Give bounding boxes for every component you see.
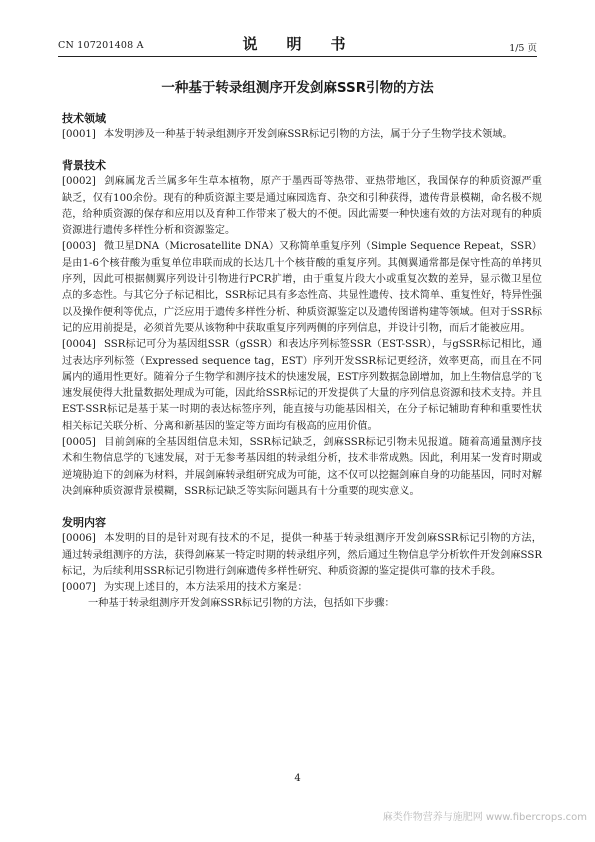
paragraph-number: [0004]	[62, 339, 96, 351]
paragraph-0001	[62, 127, 542, 143]
document-title: 一种基于转录组测序开发剑麻SSR引物的方法	[161, 80, 434, 96]
watermark	[383, 812, 587, 824]
paragraph-text: SSR标记可分为基因组SSR（gSSR）和表达序列标签SSR（EST-SSR），与gSSR标记相比，通过表达序列标签（Expressed sequence tag，EST）序列开发SSR标记更经济，效率更高，而且在不同属内的通用性更好。随着分子生物学和测序技术的快速发展，EST序列数据急剧增加，加上生物信息学的飞速发展使得大批量数据处理成为可能，因此给SSR标记的开发提供了大量的序列信息资源和技术支持。并且EST-SSR标记是基于某一时期的表达标签序列，能直接与功能基因相关，在分子标记辅助育种和重要性状相关标记关联分析、分离和新基因的鉴定等方面均有极高的应用价值。	[62, 339, 542, 432]
document-type: 说 明 书	[242, 35, 353, 53]
document-body	[62, 111, 542, 613]
section-heading-background: 背景技术	[62, 159, 106, 173]
paragraph-text: 本发明涉及一种基于转录组测序开发剑麻SSR标记引物的方法，属于分子生物学技术领域。	[104, 129, 513, 140]
paragraph-text: 为实现上述目的，本方法采用的技术方案是：	[104, 582, 308, 594]
paragraph-number: [0007]	[62, 582, 96, 594]
paragraph-0002	[62, 174, 542, 239]
paragraph-0003	[62, 239, 542, 337]
paragraph-0007	[62, 580, 542, 596]
paragraph-0005	[62, 435, 542, 500]
paragraph-number: [0002]	[62, 176, 96, 188]
section-heading-tech-field: 技术领域	[62, 112, 106, 125]
paragraph-0006	[62, 531, 542, 580]
paragraph-number: [0005]	[62, 437, 96, 449]
page-number: 4	[294, 773, 301, 784]
paragraph-text: 微卫星DNA（Microsatellite DNA）又称简单重复序列（Simple Sequence Repeat，SSR）是由1-6个核苷酸为重复单位串联而成的长达几十个核苷酸的重复序列。其侧翼通常都是保守性高的单拷贝序列，因此可根据侧翼序列设计引物进行PCR扩增，由于重复片段大小或重复次数的差异，显示微卫星位点的多态性。与其它分子标记相比，SSR标记具有多态性高、共显性遗传、技术简单、重复性好，特异性强以及操作便利等优点，广泛应用于遗传多样性分析、种质资源鉴定以及遗传图谱构建等领域。但对于SSR标记的应用前提是，必须首先要从该物种中获取重复序列两侧的序列信息，并设计引物，而后才能被应用。	[62, 241, 542, 334]
paragraph-text: 剑麻属龙舌兰属多年生草本植物，原产于墨西哥等热带、亚热带地区，我国保存的种质资源严重缺乏，仅有100余份。现有的种质资源主要是通过麻园选育、杂交和引种获得，遗传背景模糊，命名极不规范，给种质资源的保存和应用以及育种工作带来了极大的不便。因此需要一种快速有效的方法对现有的种质资源进行遗传多样性分析和资源鉴定。	[62, 176, 542, 237]
section-heading-invention: 发明内容	[62, 516, 106, 530]
paragraph-text: 目前剑麻的全基因组信息未知，SSR标记缺乏，剑麻SSR标记引物未见报道。随着高通量测序技术和生物信息学的飞速发展，对于无参考基因组的转录组分析，技术非常成熟。因此，利用某一发育时期或逆境胁迫下的剑麻为材料，并展剑麻转录组研究成为可能，这不仅可以挖掘剑麻自身的功能基因，同时对解决剑麻种质资源背景模糊，SSR标记缺乏等实际问题具有十分重要的现实意义。	[62, 437, 542, 497]
paragraph-0007-continuation: 一种基于转录组测序开发剑麻SSR标记引物的方法，包括如下步骤：	[88, 598, 395, 610]
paragraph-number: [0001]	[62, 129, 96, 140]
paragraph-number: [0003]	[62, 241, 96, 253]
paragraph-0004	[62, 337, 542, 435]
header-divider	[58, 56, 537, 57]
document-number: CN 107201408 A	[58, 40, 144, 51]
page-indicator: 1/5 页	[509, 43, 537, 54]
paragraph-text: 本发明的目的是针对现有技术的不足，提供一种基于转录组测序开发剑麻SSR标记引物的方法，通过转录组测序的方法，获得剑麻某一特定时期的转录组序列，然后通过生物信息学分析软件开发剑麻SSR标记，为后续利用SSR标记引物进行剑麻遗传多样性研究、种质资源的鉴定提供可靠的技术手段。	[62, 533, 542, 577]
watermark-url: www.fibercrops.com	[485, 812, 587, 823]
watermark-site-name: 麻类作物营养与施肥网	[382, 812, 483, 823]
paragraph-number: [0006]	[62, 533, 96, 545]
